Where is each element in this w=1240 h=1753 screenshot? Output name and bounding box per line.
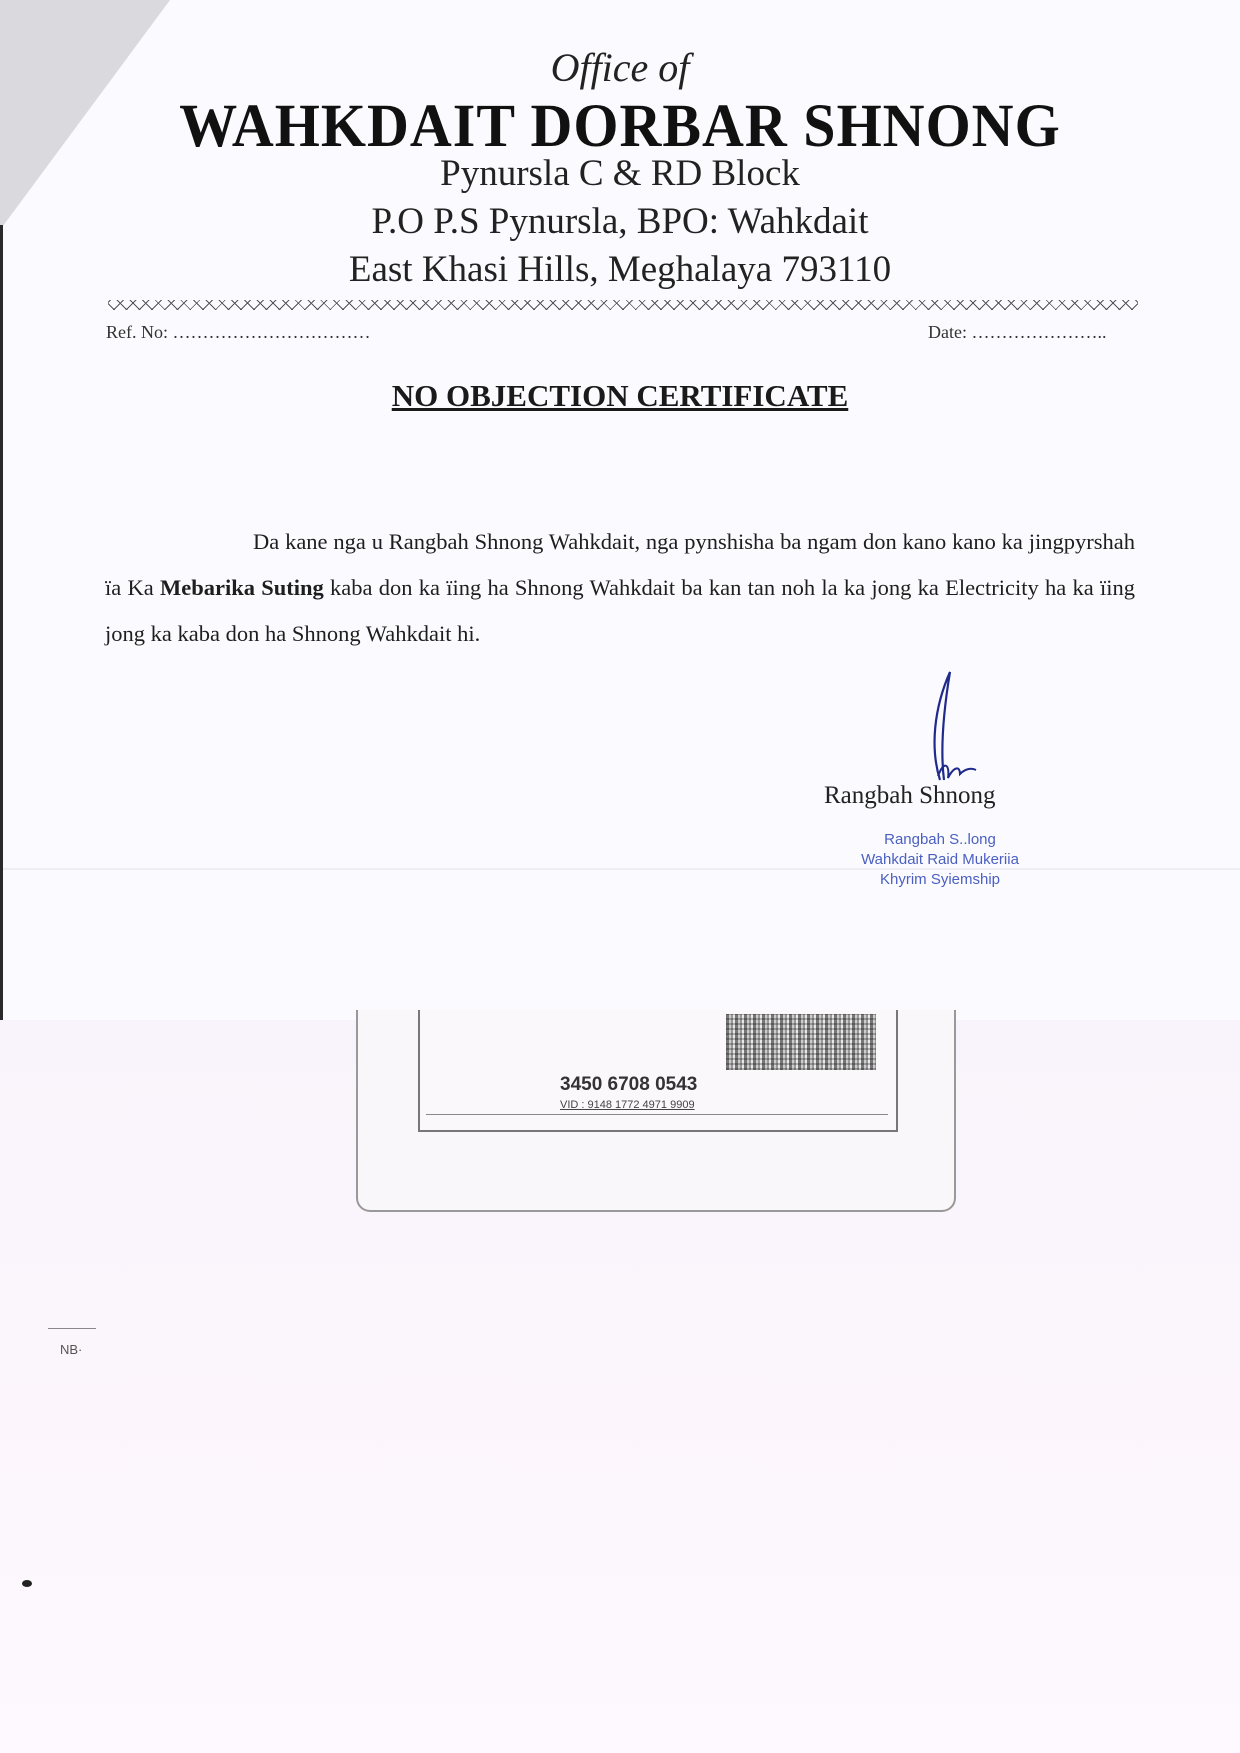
letterhead-office-of: Office of xyxy=(550,45,690,90)
ref-no-field: Ref. No: …………………………… xyxy=(106,322,371,342)
letterhead-org-name: WAHKDAIT DORBAR SHNONG xyxy=(179,91,1061,160)
applicant-name: Mebarika Suting xyxy=(159,574,324,600)
date-field: Date: ………………….. xyxy=(928,322,1107,342)
official-stamp xyxy=(830,830,1050,890)
stamp-line3: Khyrim Syiemship xyxy=(879,871,1001,888)
signatory-title: Rangbah Shnong xyxy=(824,782,996,809)
body-text-part2: kaba don ka ïing ha Shnong Wahkdait ba kan tan noh la ka jong ka Electricity ha ka ïing jong ka kaba don ha Shnong Wahkdait hi. xyxy=(105,574,1135,646)
margin-dash xyxy=(48,1328,96,1329)
id-card-footer-strip xyxy=(426,1114,888,1127)
qr-code-image xyxy=(726,1014,876,1070)
stamp-line2: Wahkdait Raid Mukeriia xyxy=(861,851,1019,868)
paper-fold-line xyxy=(0,868,1240,870)
margin-note: NB· xyxy=(60,1342,83,1357)
id-card-photocopy xyxy=(356,1010,956,1212)
letterhead-address-line2: P.O P.S Pynursla, BPO: Wahkdait xyxy=(371,201,869,242)
letterhead-address-line3: East Khasi Hills, Meghalaya 793110 xyxy=(348,249,892,290)
id-card-inner-frame xyxy=(418,1010,898,1132)
id-card-number: 3450 6708 0543 xyxy=(560,1074,698,1095)
certificate-title: NO OBJECTION CERTIFICATE xyxy=(391,378,849,413)
ornamental-divider xyxy=(108,300,1138,310)
stamp-line1: Rangbah S..long xyxy=(884,831,996,848)
id-card-vid: VID : 9148 1772 4971 9909 xyxy=(560,1099,695,1111)
certificate-body xyxy=(105,519,1135,657)
handwritten-signature xyxy=(900,668,1010,788)
ink-speck xyxy=(22,1580,32,1587)
letterhead-address-line1: Pynursla C & RD Block xyxy=(440,153,800,194)
paper-edge xyxy=(0,225,3,1020)
body-text-part1: Da kane nga u Rangbah Shnong Wahkdait, nga pynshisha ba ngam don kano kano ka jingpyrshah ïa Ka xyxy=(105,528,1135,600)
